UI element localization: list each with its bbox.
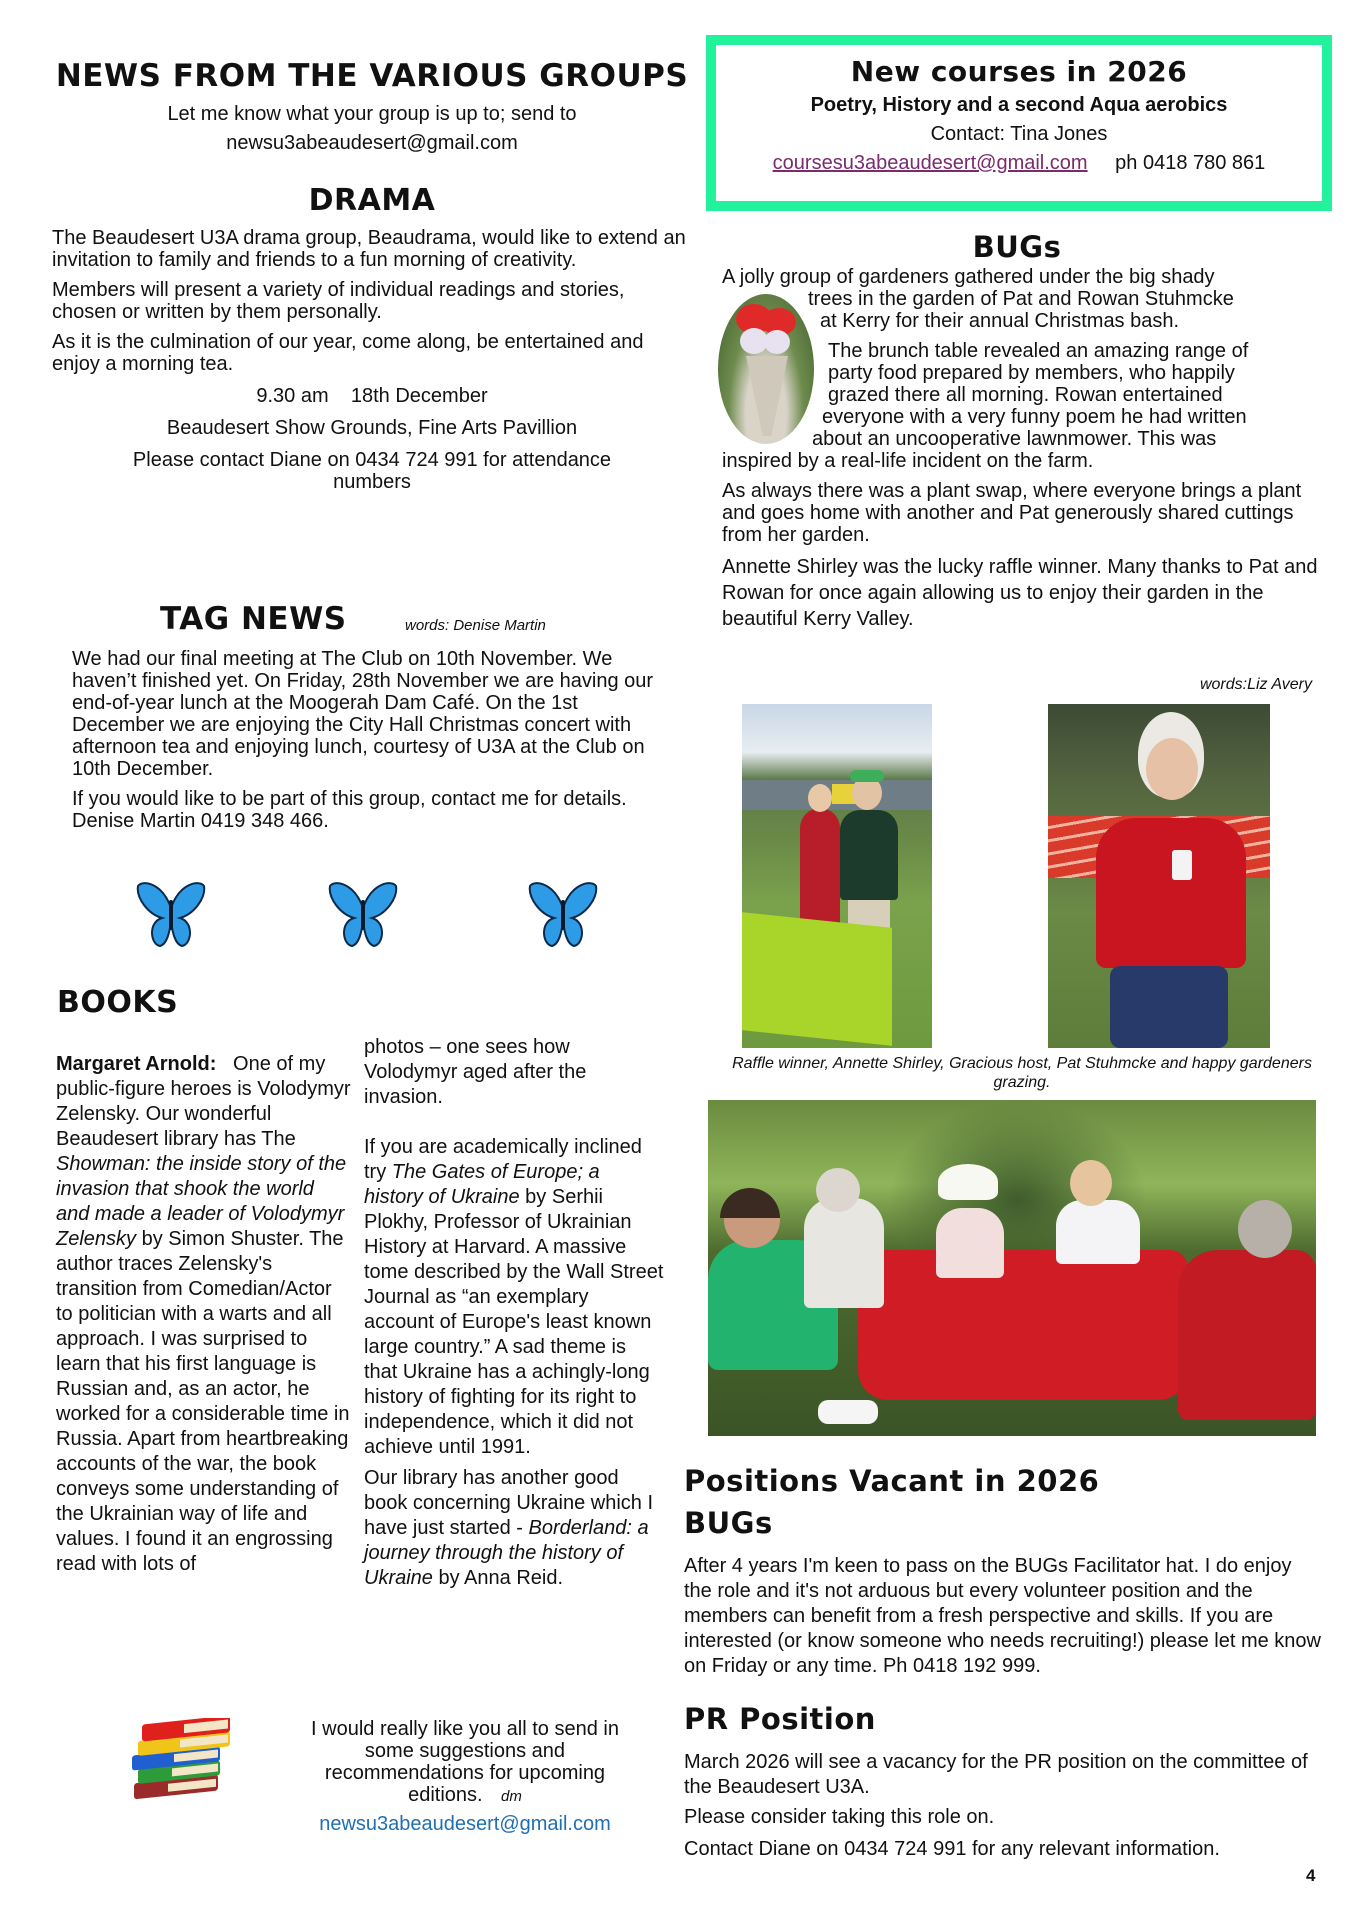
bugs-line: everyone with a very funny poem he had written [822,406,1247,428]
tag-news-body [72,648,672,832]
butterfly-row [0,878,700,950]
tag-news-para-1: We had our final meeting at The Club on 10th November. We haven’t finished yet. On Friday, 28th November we are having our end-of-year lunch at the Moogerah Dam Café. On the 1st December we are enjoying the City Hall Christmas concert with afternoon tea and enjoying lunch, courtesy of U3A at the Club on 10th December. [72,648,654,780]
books-intro: One of my public-figure heroes is Volodymyr Zelensky. Our wonderful Beaudesert library has The [56,1053,357,1150]
drama-venue: Beaudesert Show Grounds, Fine Arts Pavillion [166,417,578,439]
bugs-line: A jolly group of gardeners gathered under the big shady [722,266,1215,288]
drama-contact: Please contact Diane on 0434 724 991 for attendance numbers [132,449,612,493]
bugs-line: inspired by a real-life incident on the farm. [722,450,1094,472]
bugs-line: trees in the garden of Pat and Rowan Stuhmcke [808,288,1234,310]
butterfly-icon [134,878,208,950]
books-column-2 [364,1035,664,1591]
new-courses-box [706,35,1332,211]
photo-gracious-host [1048,704,1270,1048]
stack-of-books-icon [128,1718,243,1804]
books-request-email-link[interactable]: newsu3abeaudesert@gmail.com [319,1813,611,1835]
tag-news-heading: TAG NEWS [160,601,347,637]
positions-bugs-text: After 4 years I'm keen to pass on the BUGs Facilitator hat. I do enjoy the role and it's not arduous but every volunteer position and the members can benefit from a fresh perspective and skills. If you are interested (or know someone who needs recruiting!) please let me know on Friday or any time. Ph 0418 192 999. [684,1555,1321,1677]
pr-para-3: Contact Diane on 0434 724 991 for any relevant information. [684,1838,1220,1860]
new-courses-contact: Contact: Tina Jones [930,123,1108,145]
books-col2-cont: photos – one sees how Volodymyr aged after the invasion. [364,1036,587,1108]
books-p3-end: by Anna Reid. [432,1567,564,1589]
book-title-gates-of-europe: The Gates of Europe; a history of Ukraine [364,1161,600,1208]
bugs-body [722,266,1342,632]
page-title: NEWS FROM THE VARIOUS GROUPS [55,58,689,94]
drama-para-3: As it is the culmination of our year, come along, be entertained and enjoy a morning tea. [52,331,644,375]
tag-news-para-2: If you would like to be part of this group, contact me for details. Denise Martin 0419 348 466. [72,788,627,832]
tag-news-byline: words: Denise Martin [405,617,546,634]
drama-body [52,227,692,493]
pr-para-2: Please consider taking this role on. [684,1806,995,1828]
new-courses-subtitle: Poetry, History and a second Aqua aerobics [810,94,1228,116]
books-heading: BOOKS [57,985,179,1020]
pr-para-1: March 2026 will see a vacancy for the PR position on the committee of the Beaudesert U3A. [684,1751,1308,1798]
books-p3-start: Our library has another good book concerning Ukraine which I have just started - [364,1467,654,1539]
new-courses-email-link[interactable]: coursesu3abeaudesert@gmail.com [772,152,1088,174]
books-request [290,1718,640,1836]
books-request-signature: dm [501,1788,522,1805]
books-author: Margaret Arnold: [56,1053,217,1075]
pr-position-heading: PR Position [684,1702,876,1736]
bugs-line: The brunch table revealed an amazing range of [828,340,1249,362]
positions-bugs-heading: BUGs [684,1506,773,1540]
bugs-line: at Kerry for their annual Christmas bash. [820,310,1180,332]
page-number: 4 [1306,1866,1316,1885]
drama-heading: DRAMA [308,183,436,218]
books-request-text: I would really like you all to send in some suggestions and recommendations for upcoming editions. [311,1718,619,1806]
photo-caption: Raffle winner, Annette Shirley, Gracious host, Pat Stuhmcke and happy gardeners grazing. [732,1055,1312,1091]
bugs-line: grazed there all morning. Rowan entertained [828,384,1223,406]
books-p2-start: If you are academically inclined try [364,1136,642,1183]
books-p2-end: by Serhii Plokhy, Professor of Ukrainian History at Harvard. A massive tome described by the Wall Street Journal as “an exemplary account of Europe's least known large country.” A sad theme is that Ukraine has a achingly-long history of fighting for its right to independence, which it did not achieve until 1991. [364,1186,664,1458]
positions-vacant-heading: Positions Vacant in 2026 [684,1464,1100,1498]
books-col1-text: by Simon Shuster. The author traces Zelensky's transition from Comedian/Actor to politician with a warts and all approach. I was surprised to learn that his first language is Russian and, as an actor, he worked for a considerable time in Russia. Apart from heartbreaking accounts of the war, the book conveys some understanding of the Ukrainian way of life and values. I found it an engrossing read with lots of [56,1228,350,1575]
books-column-1 [56,1052,357,1577]
bugs-byline: words:Liz Avery [1199,676,1312,693]
bugs-para-3: As always there was a plant swap, where everyone brings a plant and goes home with another and Pat generously shared cuttings from her garden. [722,480,1302,546]
pr-position-body [684,1750,1324,1860]
drama-para-2: Members will present a variety of individual readings and stories, chosen or written by them personally. [52,279,625,323]
bugs-line: party food prepared by members, who happily [828,362,1235,384]
butterfly-icon [526,878,600,950]
drama-para-1: The Beaudesert U3A drama group, Beaudrama, would like to extend an invitation to family and friends to a fun morning of creativity. [52,227,686,271]
bugs-heading: BUGs [972,230,1062,264]
new-courses-phone: ph 0418 780 861 [1115,152,1266,174]
book-title-showman: Showman: the inside story of the invasion that shook the world and made a leader of Volodymyr Zelensky [56,1153,347,1250]
header-email: newsu3abeaudesert@gmail.com [226,132,518,154]
bugs-para-4: Annette Shirley was the lucky raffle winner. Many thanks to Pat and Rowan for once again allowing us to enjoy their garden in the beautiful Kerry Valley. [722,556,1318,630]
photo-gardeners-grazing [708,1100,1316,1436]
new-courses-title: New courses in 2026 [850,55,1188,88]
photo-raffle-winner [742,704,932,1048]
book-title-borderland: Borderland: a journey through the history of Ukraine [364,1517,649,1589]
bugs-line: about an uncooperative lawnmower. This was [812,428,1217,450]
header-subtitle: Let me know what your group is up to; send to [167,103,577,125]
butterfly-icon [326,878,400,950]
drama-time-date: 9.30 am 18th December [256,385,488,407]
